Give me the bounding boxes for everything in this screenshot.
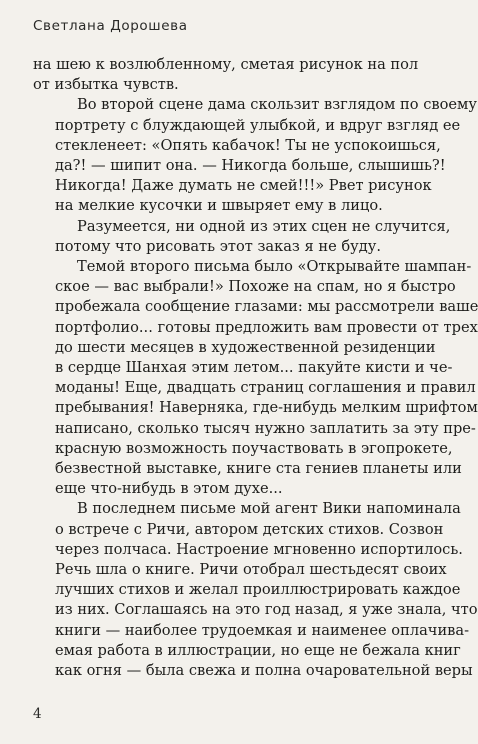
text-line: лучших стихов и желал проиллюстрировать каждое — [55, 581, 461, 599]
running-head: Светлана Дорошева — [33, 18, 188, 34]
page-number: 4 — [33, 706, 42, 722]
text-line: через полчаса. Настроение мгновенно испортилось. — [55, 540, 463, 558]
text-line: на мелкие кусочки и швыряет ему в лицо. — [55, 197, 383, 215]
text-line: красную возможность поучаствовать в эгопрокете, — [55, 439, 453, 457]
text-line: Во второй сцене дама скользит взглядом по своему — [77, 96, 477, 114]
paragraph — [33, 257, 478, 499]
text-line: в сердце Шанхая этим летом... пакуйте кисти и че- — [55, 359, 453, 377]
text-line: как огня — была свежа и полна очаровательной веры — [55, 662, 473, 680]
text-line: Разумеется, ни одной из этих сцен не случится, — [77, 217, 451, 235]
text-line: еще что-нибудь в этом духе... — [55, 480, 283, 498]
body-text — [33, 55, 478, 681]
text-line: безвестной выставке, книге ста гениев планеты или — [55, 460, 462, 478]
paragraph — [33, 217, 451, 257]
text-line: от избытка чувств. — [33, 76, 179, 94]
text-line: стекленеет: «Опять кабачок! Ты не успокоишься, — [55, 136, 441, 154]
text-line: Темой второго письма было «Открывайте шампан- — [77, 258, 472, 276]
text-line: ское — вас выбрали!» Похоже на спам, но я быстро — [55, 278, 456, 296]
text-line: портфолио... готовы предложить вам провести от трех — [55, 318, 478, 336]
text-line: из них. Соглашаясь на это год назад, я уже знала, что — [55, 601, 478, 619]
text-line: моданы! Еще, двадцать страниц соглашения и правил — [55, 379, 476, 397]
text-line: да?! — шипит она. — Никогда больше, слышишь?! — [55, 157, 446, 175]
text-line: книги — наиболее трудоемкая и наименее оплачива- — [55, 621, 470, 639]
paragraph — [33, 55, 419, 95]
text-line: портрету с блуждающей улыбкой, и вдруг взгляд ее — [55, 116, 461, 134]
text-line: пребывания! Наверняка, где-нибудь мелким шрифтом — [55, 399, 478, 417]
text-line: Никогда! Даже думать не смей!!!» Рвет рисунок — [55, 177, 432, 195]
text-line: до шести месяцев в художественной резиденции — [55, 338, 436, 356]
paragraph — [33, 499, 478, 681]
paragraph — [33, 95, 477, 216]
text-line: Речь шла о книге. Ричи отобрал шестьдесят своих — [55, 561, 447, 579]
text-line: В последнем письме мой агент Вики напоминала — [77, 500, 461, 518]
text-line: пробежала сообщение глазами: мы рассмотрели ваше — [55, 298, 478, 316]
text-line: написано, сколько тысяч нужно заплатить за эту пре- — [55, 419, 476, 437]
text-line: емая работа в иллюстрации, но еще не бежала книг — [55, 641, 461, 659]
text-line: на шею к возлюбленному, сметая рисунок на пол — [33, 56, 419, 73]
text-line: о встрече с Ричи, автором детских стихов. Созвон — [55, 520, 444, 538]
text-line: потому что рисовать этот заказ я не буду. — [55, 237, 381, 255]
